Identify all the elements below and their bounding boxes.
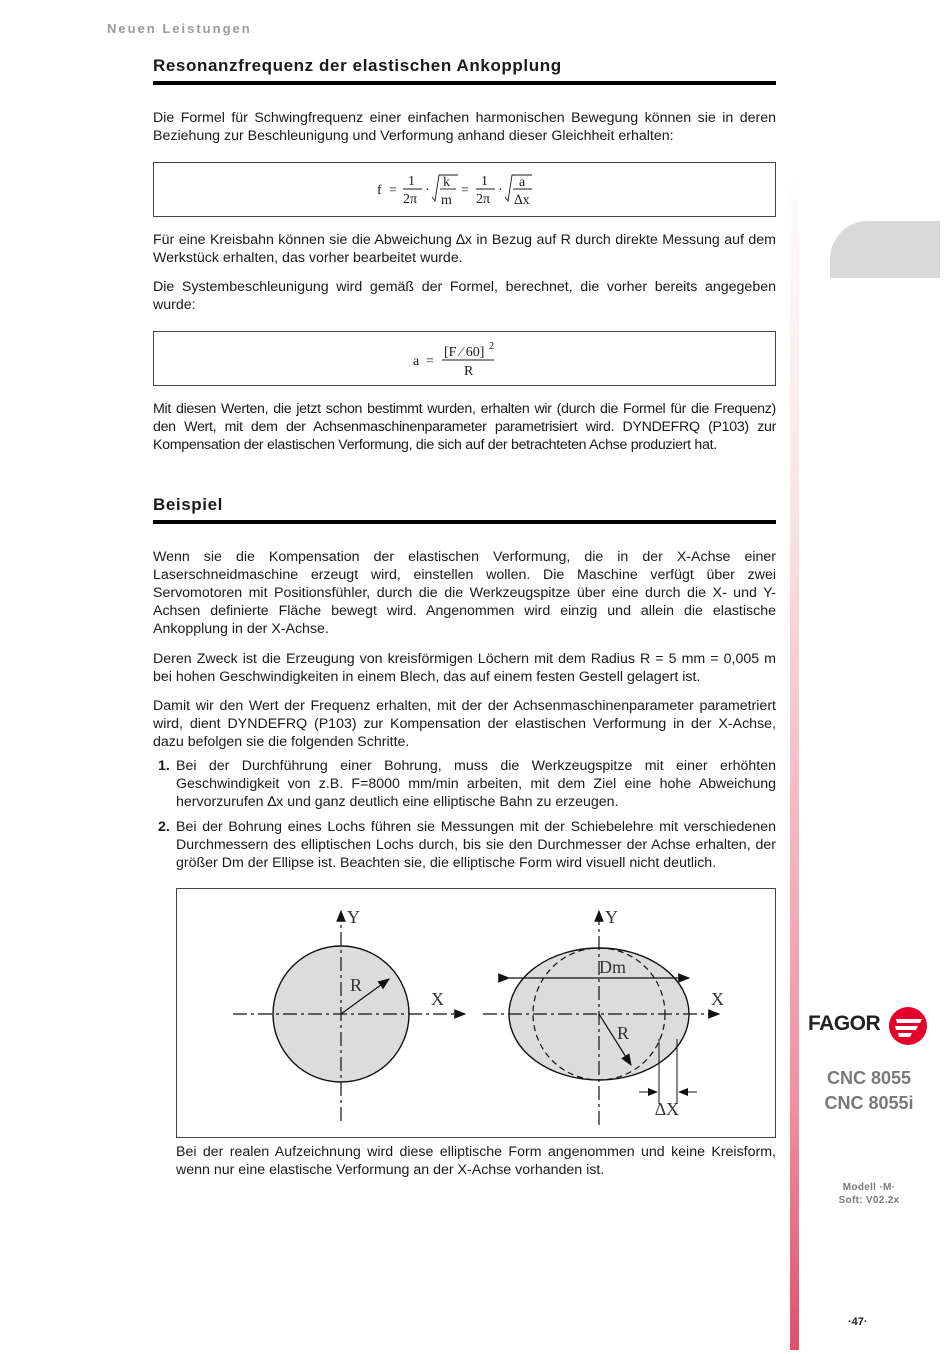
formula-acceleration	[154, 332, 775, 385]
formula-box-frequency	[153, 162, 776, 217]
formula2-a: a	[413, 354, 420, 369]
formula-num2: 1	[481, 174, 488, 189]
formula-dot1: ·	[425, 183, 430, 198]
paragraph-example-intro: Wenn sie die Kompensation der elastischen Verformung, die in der X-Achse einer Laserschneidmaschine erzeugt wird, einstellen wollen. Die Maschine verfügt über zwei Servomotoren mit Positionsfühler, durch die die Werkzeugspitze über eine durch die X- und Y-Achsen definierte Fläche bewegt wird. Angenommen wird einzig und allein die elastische Ankopplung in der X-Achse.	[153, 549, 776, 637]
list-item-step-2	[153, 818, 776, 872]
formula2-num: [F ⁄ 60]	[444, 345, 485, 360]
diagram-svg	[177, 889, 775, 1137]
formula-frequency	[154, 163, 775, 216]
paragraph-steps-intro: Damit wir den Wert der Frequenz erhalten, mit der der Achsenmaschinenparameter parametriert wird, dient DYNDEFRQ (P103) zur Kompensation der elastischen Verformung in der X-Achse, dazu befolgen sie die folgenden Schritte.	[153, 698, 776, 750]
formula-f: f	[377, 183, 382, 198]
formula2-den: R	[464, 364, 474, 379]
formula-num1: 1	[408, 174, 415, 189]
formula-k: k	[443, 175, 450, 190]
paragraph-formula-intro: Die Formel für Schwingfrequenz einer einfachen harmonischen Bewegung können sie in deren Beziehung zur Beschleunigung und Verformung anhand dieser Gleichheit erhalten:	[153, 110, 776, 144]
right-x-label: X	[711, 989, 724, 1009]
left-r-label: R	[350, 975, 363, 995]
right-y-label: Y	[605, 907, 618, 927]
fagor-logo-icon	[888, 1006, 930, 1046]
step-number: 1.	[158, 758, 170, 774]
formula-den1: 2π	[403, 192, 418, 207]
formula-m: m	[441, 193, 452, 208]
formula-eq2: =	[461, 183, 469, 198]
figure-caption: Bei der realen Aufzeichnung wird diese elliptische Form angenommen und keine Kreisform, wenn nur eine elastische Verformung an der X-Achse vorhanden ist.	[176, 1144, 776, 1178]
dx-label: ∆X	[655, 1099, 680, 1119]
paragraph-purpose: Deren Zweck ist die Erzeugung von kreisförmigen Löchern mit dem Radius R = 5 mm = 0,005 m bei hohen Geschwindigkeiten in einem Blech, das auf einem festen Gestell gelagert ist.	[153, 651, 776, 685]
product-name-1: CNC 8055	[826, 1068, 912, 1088]
model-line: Modell ·M·	[842, 1182, 896, 1193]
formula-box-acceleration	[153, 331, 776, 386]
formula-a: a	[519, 175, 526, 190]
section-title-example: Beispiel	[153, 495, 776, 524]
figure-ellipse-diagram	[176, 888, 776, 1138]
step-text: Bei der Durchführung einer Bohrung, muss die Werkzeugspitze mit einer erhöhten Geschwindigkeit von z.B. F=8000 mm/min arbeiten, mit dem Ziel eine hohe Abweichung hervorzurufen ∆x und ganz deutlich eine elliptische Bahn zu erzeugen.	[176, 758, 776, 810]
paragraph-deviation: Für eine Kreisbahn können sie die Abweichung ∆x in Bezug auf R durch direkte Messung auf dem Werkstück erhalten, das vorher bearbeitet wurde.	[153, 232, 776, 266]
paragraph-acceleration: Die Systembeschleunigung wird gemäß der Formel, berechnet, die vorher bereits angegeben wurde:	[153, 279, 776, 313]
step-number: 2.	[158, 819, 170, 835]
formula-den2: 2π	[476, 192, 491, 207]
left-x-label: X	[431, 989, 444, 1009]
software-version: Soft: V02.2x	[838, 1195, 900, 1206]
formula2-exp: 2	[489, 341, 494, 352]
paragraph-dyndefrq: Mit diesen Werten, die jetzt schon bestimmt wurden, erhalten wir (durch die Formel für die Frequenz) den Wert, mit dem der Achsenmaschinenparameter parametrisiert wird. DYNDEFRQ (P103) zur Kompensation der elastischen Verformung, die sich auf der betrachteten Achse produziert hat.	[153, 401, 776, 453]
sidebar-gradient-strip	[790, 150, 799, 1350]
page-number: ·47·	[848, 1316, 868, 1328]
header-section-label: Neuen Leistungen	[107, 21, 252, 36]
formula2-eq: =	[426, 354, 434, 369]
dm-label: Dm	[599, 957, 626, 977]
formula-dot2: ·	[498, 183, 503, 198]
section-title-resonance: Resonanzfrequenz der elastischen Ankopplung	[153, 56, 776, 85]
left-y-label: Y	[347, 907, 360, 927]
step-text: Bei der Bohrung eines Lochs führen sie Messungen mit der Schiebelehre mit verschiedenen Durchmessern des elliptischen Lochs durch, bis sie den Durchmesser der Achse erhalten, der größer Dm der Ellipse ist. Beachten sie, die elliptische Form wird visuell nicht deutlich.	[176, 819, 776, 871]
list-item-step-1	[153, 757, 776, 811]
chapter-tab	[830, 221, 940, 278]
right-r-label: R	[617, 1023, 630, 1043]
product-name-2: CNC 8055i	[824, 1093, 914, 1113]
formula-eq1: =	[389, 183, 397, 198]
brand-logo-text: FAGOR	[808, 1012, 881, 1035]
formula-dx: ∆x	[514, 193, 530, 208]
